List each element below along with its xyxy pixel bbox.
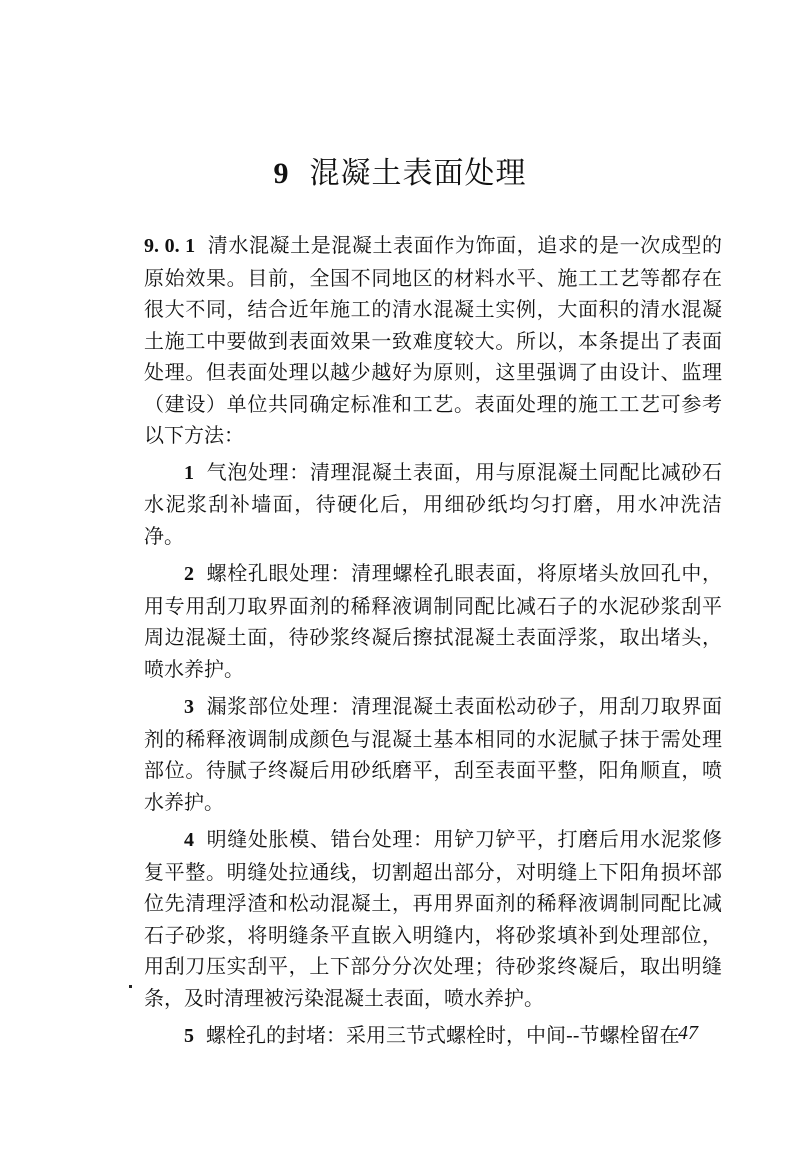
clause-number: 9. 0. 1 bbox=[144, 235, 196, 257]
item-text: 螺栓孔的封堵：采用三节式螺栓时，中间--节螺栓留在 bbox=[206, 1023, 680, 1047]
scan-artifact-dot bbox=[129, 985, 132, 988]
item-number: 5 bbox=[184, 1025, 194, 1047]
item-text: 气泡处理：清理混凝土表面，用与原混凝土同配比减砂石水泥浆刮补墙面，待硬化后，用细砂纸均匀打磨，用水冲洗洁净。 bbox=[144, 459, 722, 548]
list-item bbox=[144, 1020, 722, 1053]
chapter-number: 9 bbox=[273, 157, 290, 190]
body-text bbox=[144, 230, 722, 1059]
list-item bbox=[144, 558, 722, 685]
chapter-title bbox=[0, 148, 800, 192]
clause-text: 清水混凝土是混凝土表面作为饰面，追求的是一次成型的原始效果。目前，全国不同地区的材料水平、施工工艺等都存在很大不同，结合近年施工的清水混凝土实例，大面积的清水混凝土施工中要做到表面效果一致难度较大。所以，本条提出了表面处理。但表面处理以越少越好为原则，这里强调了由设计、监理（建设）单位共同确定标准和工艺。表面处理的施工工艺可参考以下方法： bbox=[144, 233, 723, 447]
item-number: 2 bbox=[184, 563, 194, 585]
page-number: 47 bbox=[678, 1022, 698, 1044]
item-text: 螺栓孔眼处理：清理螺栓孔眼表面，将原堵头放回孔中，用专用刮刀取界面剂的稀释液调制同配比减石子的水泥砂浆刮平周边混凝土面，待砂浆终凝后擦拭混凝土表面浮浆，取出堵头，喷水养护。 bbox=[144, 561, 722, 681]
item-number: 1 bbox=[184, 461, 194, 484]
list-item bbox=[144, 457, 722, 553]
list-item bbox=[144, 691, 722, 818]
item-number: 4 bbox=[184, 829, 194, 851]
clause-paragraph bbox=[144, 230, 722, 452]
chapter-title-text: 混凝土表面处理 bbox=[309, 156, 527, 191]
item-number: 3 bbox=[184, 696, 194, 718]
item-text: 漏浆部位处理：清理混凝土表面松动砂子，用刮刀取界面剂的稀释液调制成颜色与混凝土基本相同的水泥腻子抹于需处理部位。待腻子终凝后用砂纸磨平，刮至表面平整，阳角顺直，喷水养护。 bbox=[144, 694, 722, 814]
list-item bbox=[144, 824, 722, 1014]
item-text: 明缝处胀模、错台处理：用铲刀铲平，打磨后用水泥浆修复平整。明缝处拉通线，切割超出部分，对明缝上下阳角损坏部位先清理浮渣和松动混凝土，再用界面剂的稀释液调制同配比减石子砂浆，将明缝条平直嵌入明缝内，将砂浆填补到处理部位，用刮刀压实刮平，上下部分分次处理；待砂浆终凝后，取出明缝条，及时清理被污染混凝土表面，喷水养护。 bbox=[144, 827, 722, 1010]
